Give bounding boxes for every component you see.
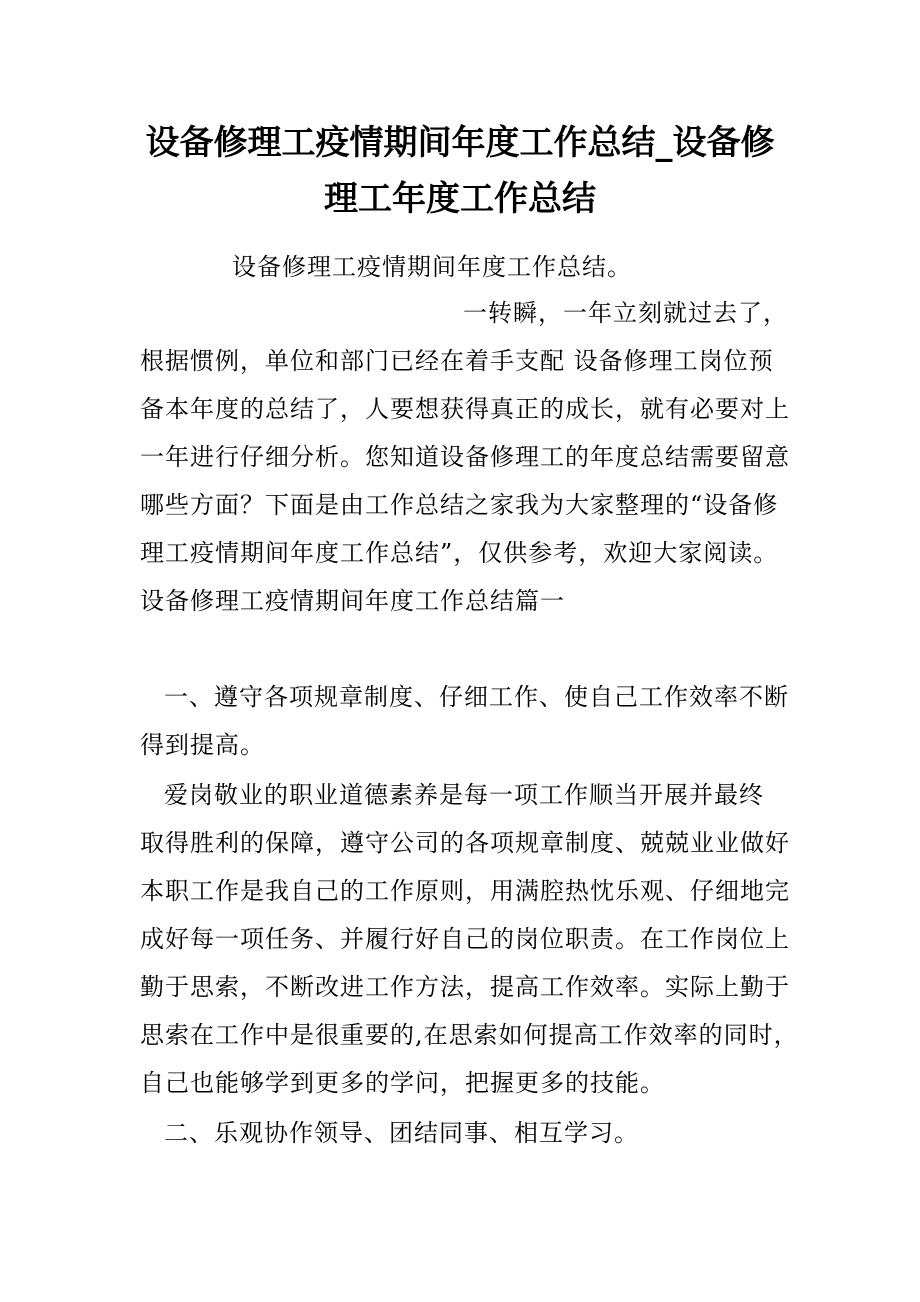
intro-line: 一转瞬，一年立刻就过去了，	[463, 299, 788, 327]
body-line: 成好每一项任务、并履行好自己的岗位职责。在工作岗位上	[140, 925, 790, 953]
body-line: 勤于思索，不断改进工作方法，提高工作效率。实际上勤于	[140, 973, 790, 1001]
body-line: 自己也能够学到更多的学问，把握更多的技能。	[140, 1069, 665, 1097]
body-line: 思索在工作中是很重要的,在思索如何提高工作效率的同时，	[140, 1021, 799, 1049]
section-heading: 一、遵守各项规章制度、仔细工作、使自己工作效率不断	[164, 683, 789, 711]
document-title-line-2: 理工年度工作总结	[324, 179, 596, 219]
intro-line: 根据惯例，单位和部门已经在着手支配 设备修理工岗位预	[140, 347, 774, 375]
intro-line: 理工疫情期间年度工作总结”，仅供参考，欢迎大家阅读。	[140, 539, 779, 567]
section-heading: 得到提高。	[140, 731, 265, 759]
document-title-line-1: 设备修理工疫情期间年度工作总结_设备修	[145, 123, 775, 163]
body-line: 爱岗敬业的职业道德素养是每一项工作顺当开展并最终	[164, 781, 764, 809]
section-subtitle: 设备修理工疫情期间年度工作总结篇一	[140, 587, 565, 615]
intro-line: 一年进行仔细分析。您知道设备修理工的年度总结需要留意	[140, 443, 790, 471]
section-heading: 二、乐观协作领导、团结同事、相互学习。	[164, 1119, 639, 1147]
body-line: 本职工作是我自己的工作原则，用满腔热忱乐观、仔细地完	[140, 877, 790, 905]
intro-heading: 设备修理工疫情期间年度工作总结。	[232, 253, 632, 281]
body-line: 取得胜利的保障，遵守公司的各项规章制度、兢兢业业做好	[140, 829, 790, 857]
intro-line: 备本年度的总结了，人要想获得真正的成长，就有必要对上	[140, 395, 790, 423]
intro-line: 哪些方面？下面是由工作总结之家我为大家整理的“设备修	[140, 491, 779, 519]
